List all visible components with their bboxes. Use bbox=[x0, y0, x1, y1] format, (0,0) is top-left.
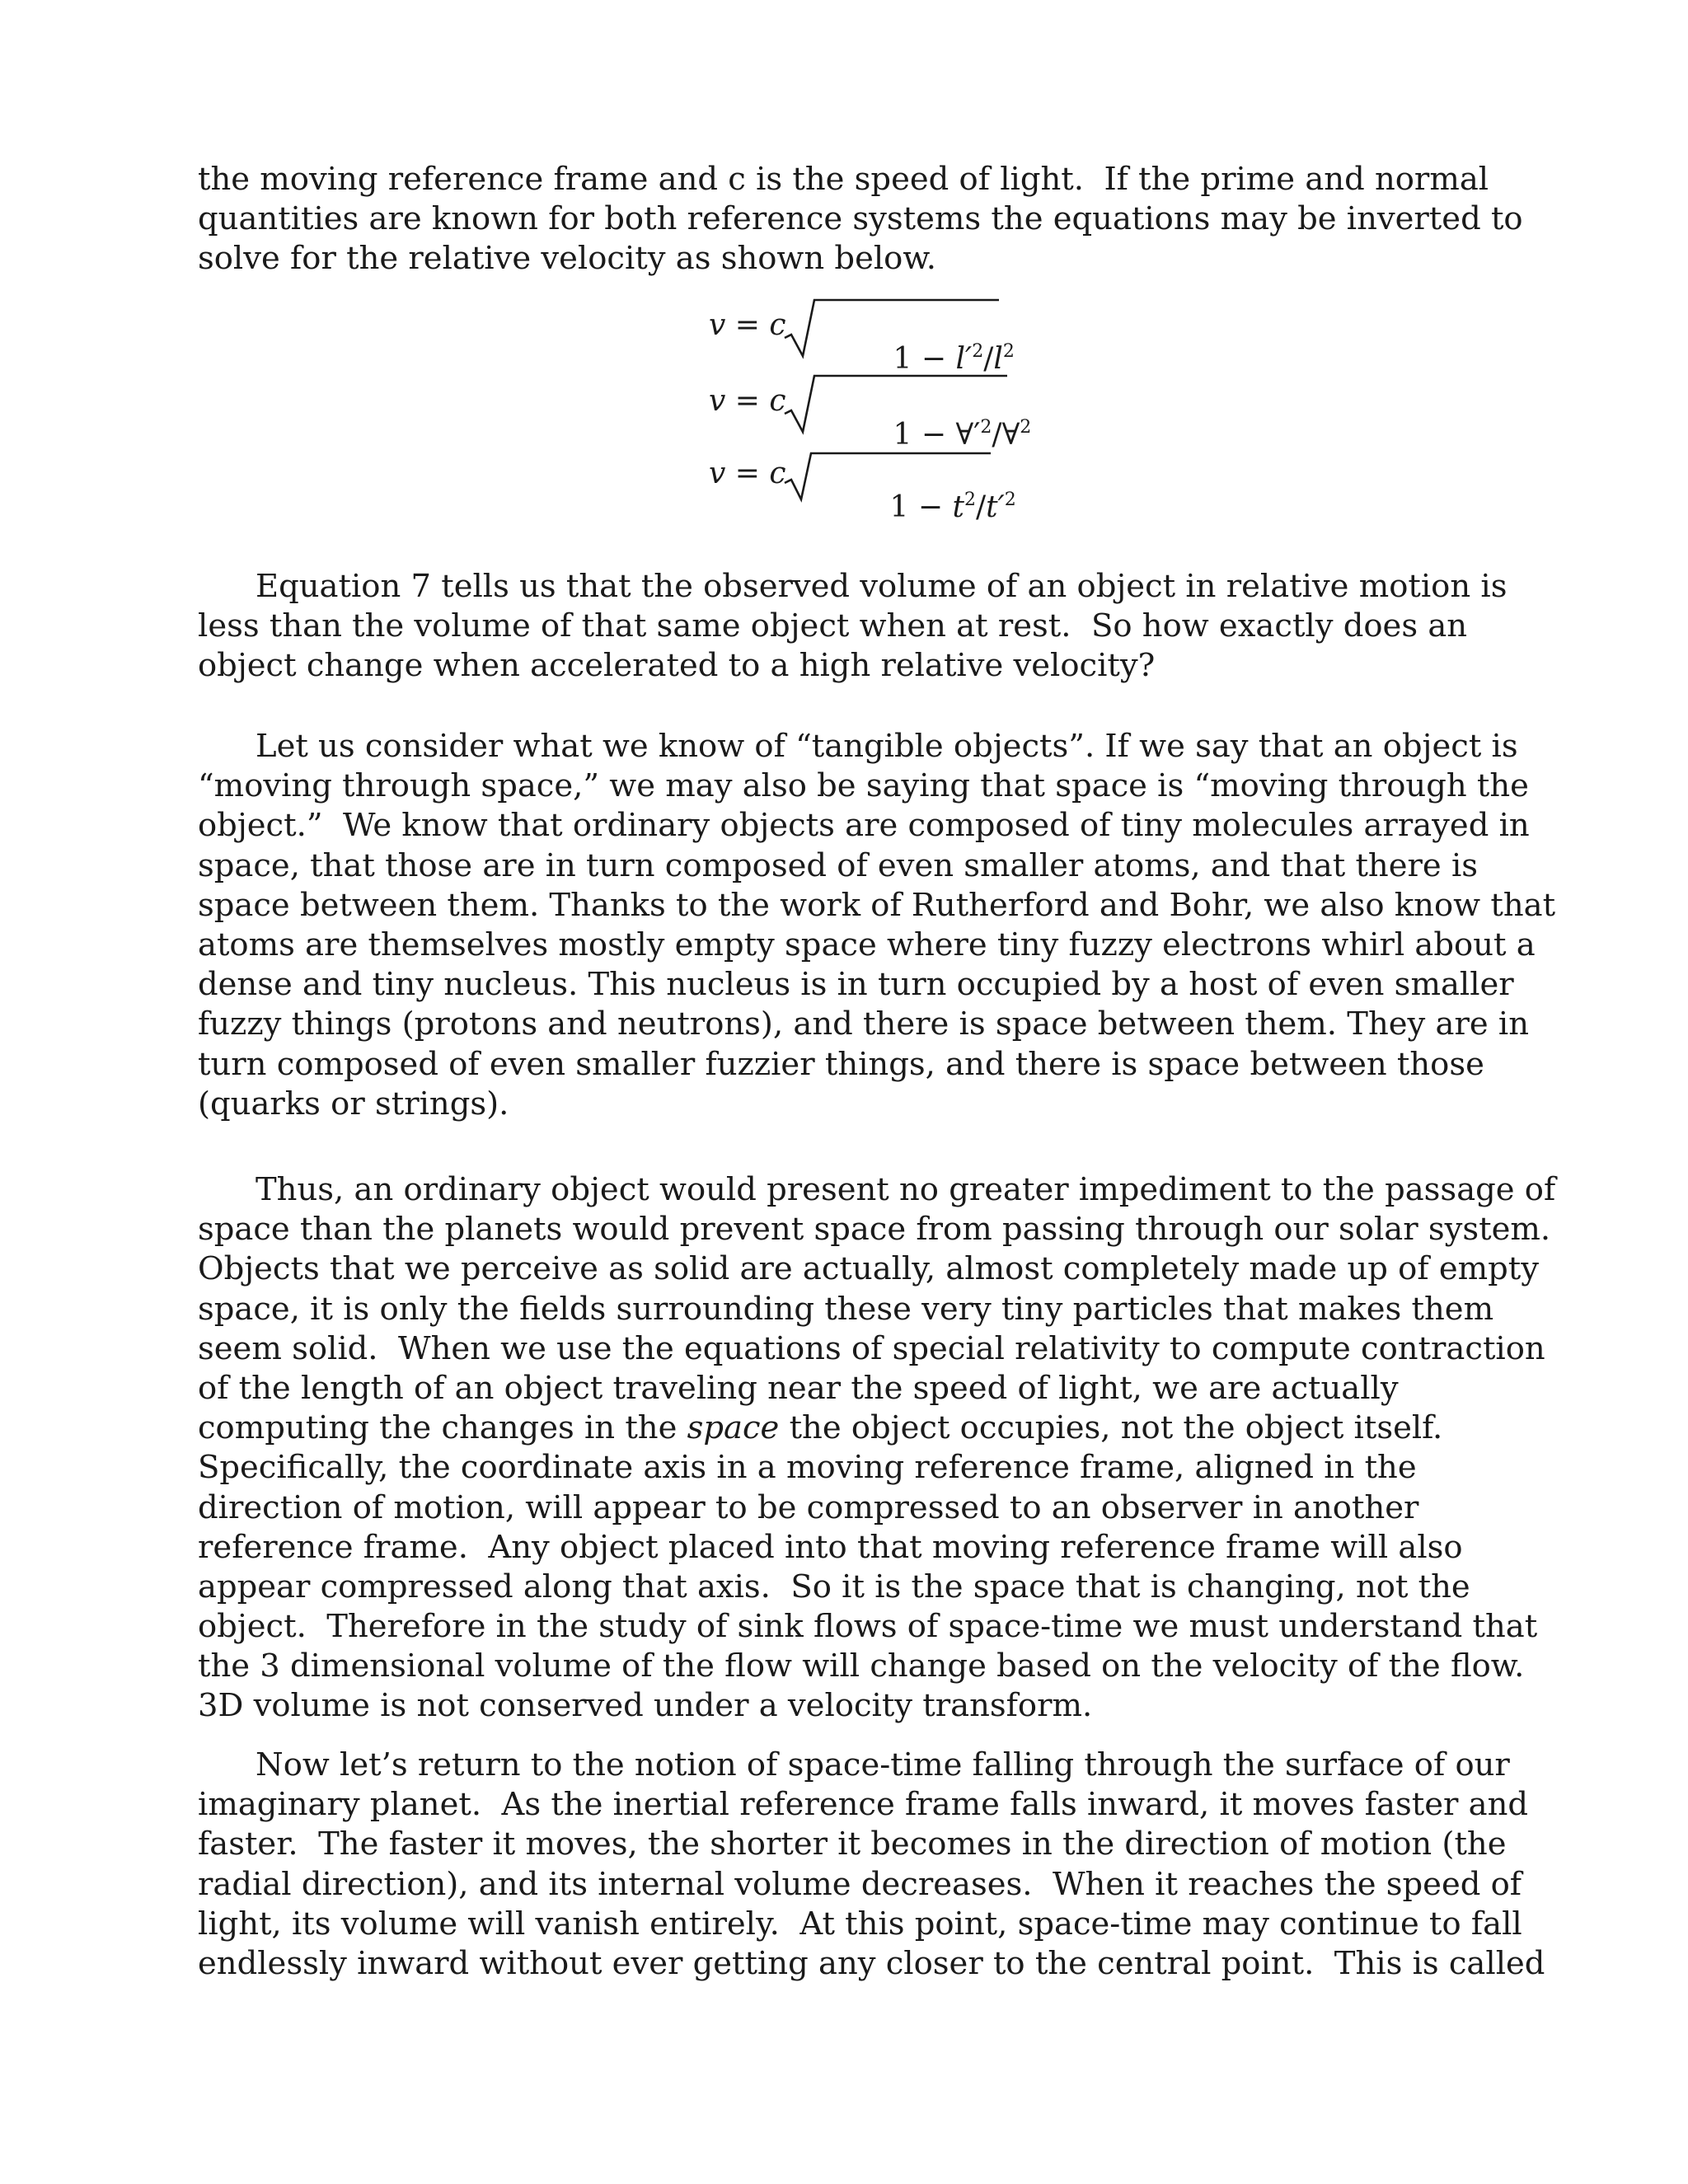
text-line: dense and tiny nucleus. This nucleus is in turn occupied by a host of even smaller bbox=[198, 966, 1514, 1004]
text-line: (quarks or strings). bbox=[198, 1085, 509, 1122]
text-line: Objects that we perceive as solid are actually, almost completely made up of empty bbox=[198, 1250, 1539, 1288]
text-line: seem solid. When we use the equations of special relativity to compute contraction bbox=[198, 1329, 1545, 1367]
equation-lhs: v = c bbox=[709, 308, 786, 342]
text-line: object change when accelerated to a high relative velocity? bbox=[198, 647, 1156, 685]
text-line: computing the changes in the space the object occupies, not the object itself. bbox=[198, 1409, 1443, 1447]
text-line: less than the volume of that same object when at rest. So how exactly does an bbox=[198, 607, 1468, 645]
text-line: endlessly inward without ever getting any closer to the central point. This is called bbox=[198, 1944, 1545, 1982]
emphasis-space: space bbox=[687, 1409, 780, 1447]
text-line: the moving reference frame and c is the speed of light. If the prime and normal bbox=[198, 161, 1489, 198]
text-line: radial direction), and its internal volume decreases. When it reaches the speed of bbox=[198, 1865, 1522, 1903]
text-line: appear compressed along that axis. So it is the space that is changing, not the bbox=[198, 1568, 1470, 1605]
text-line: fuzzy things (protons and neutrons), and there is space between them. They are in bbox=[198, 1005, 1530, 1043]
radicand: $1 - l'^2/l^2$ bbox=[893, 341, 1015, 376]
paragraph-tangible-objects bbox=[198, 727, 1556, 1124]
text-line: the 3 dimensional volume of the flow will change based on the velocity of the flow. bbox=[198, 1647, 1525, 1685]
text-line: turn composed of even smaller fuzzier things, and there is space between those bbox=[198, 1045, 1484, 1083]
text-line: space, it is only the fields surrounding these very tiny particles that makes them bbox=[198, 1290, 1494, 1328]
text-line: space, that those are in turn composed of even smaller atoms, and that there is bbox=[198, 846, 1479, 884]
radicand: $1 - t^2/t'^2$ bbox=[889, 490, 1016, 524]
text-line: space than the planets would prevent space from passing through our solar system. bbox=[198, 1211, 1551, 1249]
text-line: Thus, an ordinary object would present no greater impediment to the passage of bbox=[256, 1171, 1556, 1208]
text-line: space between them. Thanks to the work of Rutherford and Bohr, we also know that bbox=[198, 886, 1556, 924]
text-line: Specifically, the coordinate axis in a moving reference frame, aligned in the bbox=[198, 1449, 1417, 1487]
equation-block bbox=[709, 297, 1032, 524]
paragraph-space-time-falling bbox=[198, 1746, 1545, 1984]
text-line: object.” We know that ordinary objects are composed of tiny molecules arrayed in bbox=[198, 807, 1530, 845]
text-line: direction of motion, will appear to be compressed to an observer in another bbox=[198, 1488, 1419, 1526]
text-line: light, its volume will vanish entirely. At this point, space-time may continue to fall bbox=[198, 1905, 1522, 1943]
text-line: quantities are known for both reference systems the equations may be inverted to bbox=[198, 200, 1523, 238]
equation-lhs: v = c bbox=[709, 384, 786, 418]
text-line: atoms are themselves mostly empty space where tiny fuzzy electrons whirl about a bbox=[198, 926, 1536, 963]
radicand: $1 - \forall'^2/\forall^2$ bbox=[893, 417, 1032, 452]
paragraph-equation-7 bbox=[198, 567, 1507, 687]
text-line: object. Therefore in the study of sink flows of space-time we must understand that bbox=[198, 1608, 1538, 1646]
text-line: 3D volume is not conserved under a velocity transform. bbox=[198, 1687, 1093, 1725]
text-line: Equation 7 tells us that the observed volume of an object in relative motion is bbox=[256, 568, 1507, 605]
text-line: reference frame. Any object placed into that moving reference frame will also bbox=[198, 1528, 1463, 1566]
text-line: solve for the relative velocity as shown below. bbox=[198, 240, 936, 278]
text-line: Let us consider what we know of “tangible objects”. If we say that an object is bbox=[256, 728, 1518, 765]
text-line: of the length of an object traveling near the speed of light, we are actually bbox=[198, 1369, 1399, 1407]
text-line: Now let’s return to the notion of space-time falling through the surface of our bbox=[256, 1746, 1510, 1783]
paragraph-intro bbox=[198, 160, 1523, 279]
text-line: faster. The faster it moves, the shorter it becomes in the direction of motion (the bbox=[198, 1825, 1507, 1863]
text-line: “moving through space,” we may also be saying that space is “moving through the bbox=[198, 767, 1529, 805]
paragraph-ordinary-object bbox=[198, 1170, 1556, 1727]
equation-lhs: v = c bbox=[709, 457, 786, 490]
text-line: imaginary planet. As the inertial reference frame falls inward, it moves faster and bbox=[198, 1786, 1529, 1824]
